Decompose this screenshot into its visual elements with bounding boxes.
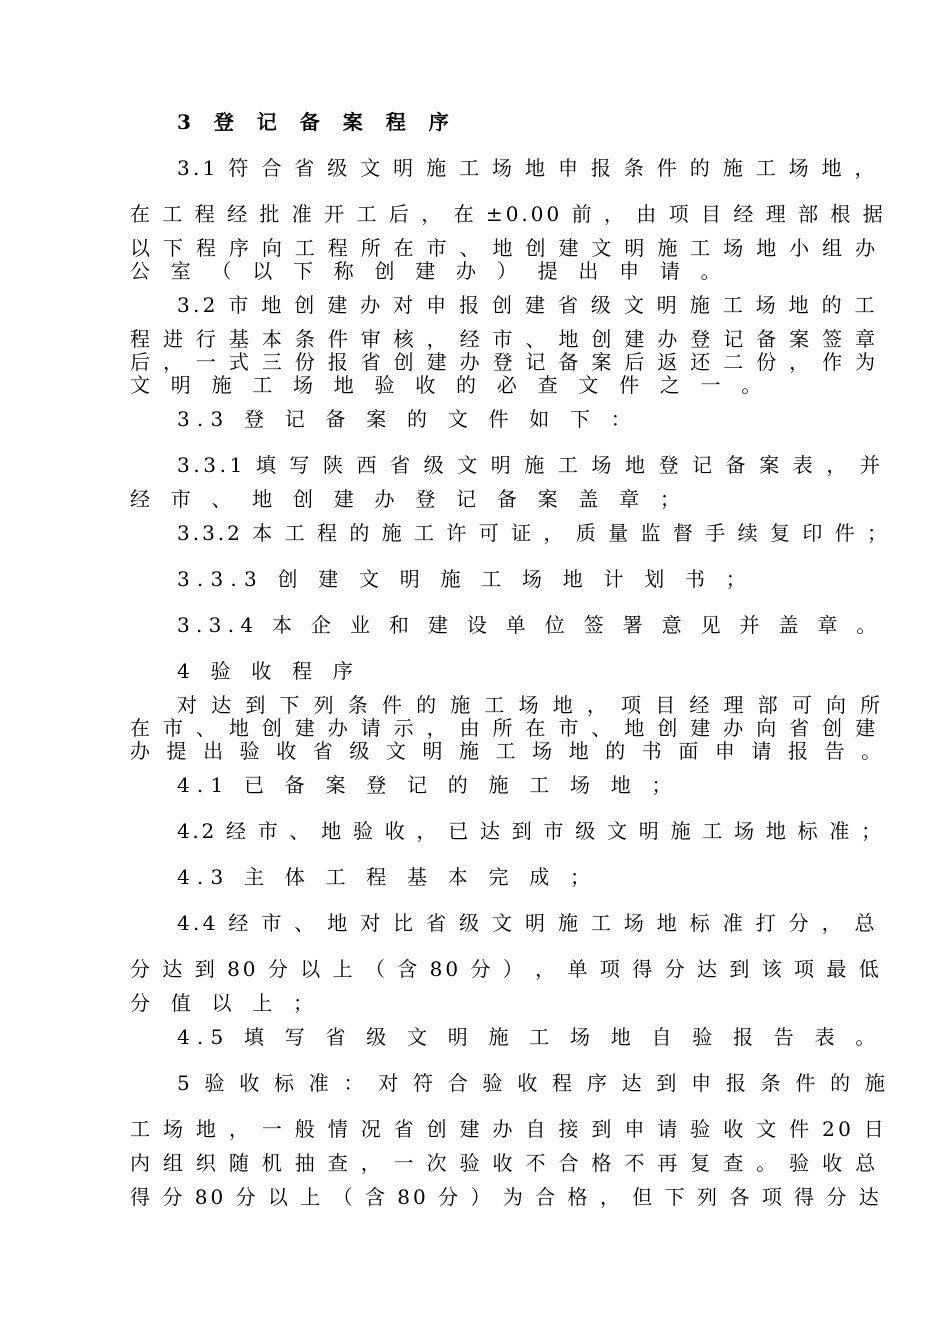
para-3-2-line-4: 文 明 施 工 场 地 验 收 的 必 查 文 件 之 一 。 <box>130 373 769 397</box>
para-3-3-2: 3.3.2 本 工 程 的 施 工 许 可 证 ， 质 量 监 督 手 续 复 印 件 ； <box>177 521 891 545</box>
para-3-3: 3.3 登 记 备 案 的 文 件 如 下 ： <box>177 407 638 431</box>
para-4-4-line-1: 4.4 经 市 、 地 对 比 省 级 文 明 施 工 场 地 标 准 打 分 ， 总 <box>177 911 878 935</box>
para-3-1-line-3: 以 下 程 序 向 工 程 所 在 市 、 地 创 建 文 明 施 工 场 地 小 组 办 <box>130 236 879 260</box>
para-4-2: 4.2 经 市 、 地 验 收 ， 已 达 到 市 级 文 明 施 工 场 地 标 准 ； <box>177 819 884 843</box>
section-4-heading: 4 验 收 程 序 <box>177 659 360 683</box>
para-4-3: 4.3 主 体 工 程 基 本 完 成 ； <box>177 865 598 889</box>
para-4-line-2: 在 市 、 地 创 建 办 请 示 ， 由 所 在 市 、 地 创 建 办 向 省 创 建 <box>130 716 879 740</box>
para-3-3-3: 3.3.3 创 建 文 明 施 工 场 地 计 划 书 ； <box>177 567 753 591</box>
para-3-2-line-2: 程 进 行 基 本 条 件 审 核 ， 经 市 、 地 创 建 办 登 记 备 案 签 章 <box>130 327 879 351</box>
para-3-2-line-3: 后 ， 一 式 三 份 报 省 创 建 办 登 记 备 案 后 返 还 二 份 ， 作 为 <box>130 350 879 374</box>
para-3-3-1-line-1: 3.3.1 填 写 陕 西 省 级 文 明 施 工 场 地 登 记 备 案 表 ， 并 <box>177 453 884 477</box>
section-3-heading: 3 登 记 备 案 程 序 <box>177 110 457 134</box>
para-4-line-1: 对 达 到 下 列 条 件 的 施 工 场 地 ， 项 目 经 理 部 可 向 所 <box>177 693 885 717</box>
para-4-4-line-2: 分 达 到 80 分 以 上 （ 含 80 分 ） ， 单 项 得 分 达 到 该 项 最 低 <box>130 957 882 981</box>
para-4-4-line-3: 分 值 以 上 ； <box>130 991 321 1015</box>
para-4-line-3: 办 提 出 验 收 省 级 文 明 施 工 场 地 的 书 面 申 请 报 告 。 <box>130 739 887 763</box>
para-4-5: 4.5 填 写 省 级 文 明 施 工 场 地 自 验 报 告 表 。 <box>177 1025 883 1049</box>
para-3-3-4: 3.3.4 本 企 业 和 建 设 单 位 签 署 意 见 并 盖 章 。 <box>177 613 883 637</box>
section-5-line-1: 5 验 收 标 准 ： 对 符 合 验 收 程 序 达 到 申 报 条 件 的 施 <box>177 1071 890 1095</box>
section-5-line-2: 工 场 地 ， 一 般 情 况 省 创 建 办 自 接 到 申 请 验 收 文 件 20 日 <box>130 1117 888 1141</box>
section-5-line-3: 内 组 织 随 机 抽 查 ， 一 次 验 收 不 合 格 不 再 复 查 。 验 收 总 <box>130 1151 879 1175</box>
para-3-3-1-line-2: 经 市 、 地 创 建 办 登 记 备 案 盖 章 ； <box>130 487 688 511</box>
para-3-1-line-4: 公 室 （ 以 下 称 创 建 办 ） 提 出 申 请 。 <box>130 259 728 283</box>
para-3-2-line-1: 3.2 市 地 创 建 办 对 申 报 创 建 省 级 文 明 施 工 场 地 的 工 <box>177 293 878 317</box>
para-3-1-line-1: 3.1 符 合 省 级 文 明 施 工 场 地 申 报 条 件 的 施 工 场 地 ， <box>177 156 878 180</box>
para-3-1-line-2: 在 工 程 经 批 准 开 工 后 ， 在 ±0.00 前 ， 由 项 目 经 理 部 根 据 <box>130 202 886 226</box>
section-5-line-4: 得 分 80 分 以 上 （ 含 80 分 ） 为 合 格 ， 但 下 列 各 项 得 分 达 <box>130 1185 882 1209</box>
para-4-1: 4.1 已 备 案 登 记 的 施 工 场 地 ； <box>177 773 679 797</box>
